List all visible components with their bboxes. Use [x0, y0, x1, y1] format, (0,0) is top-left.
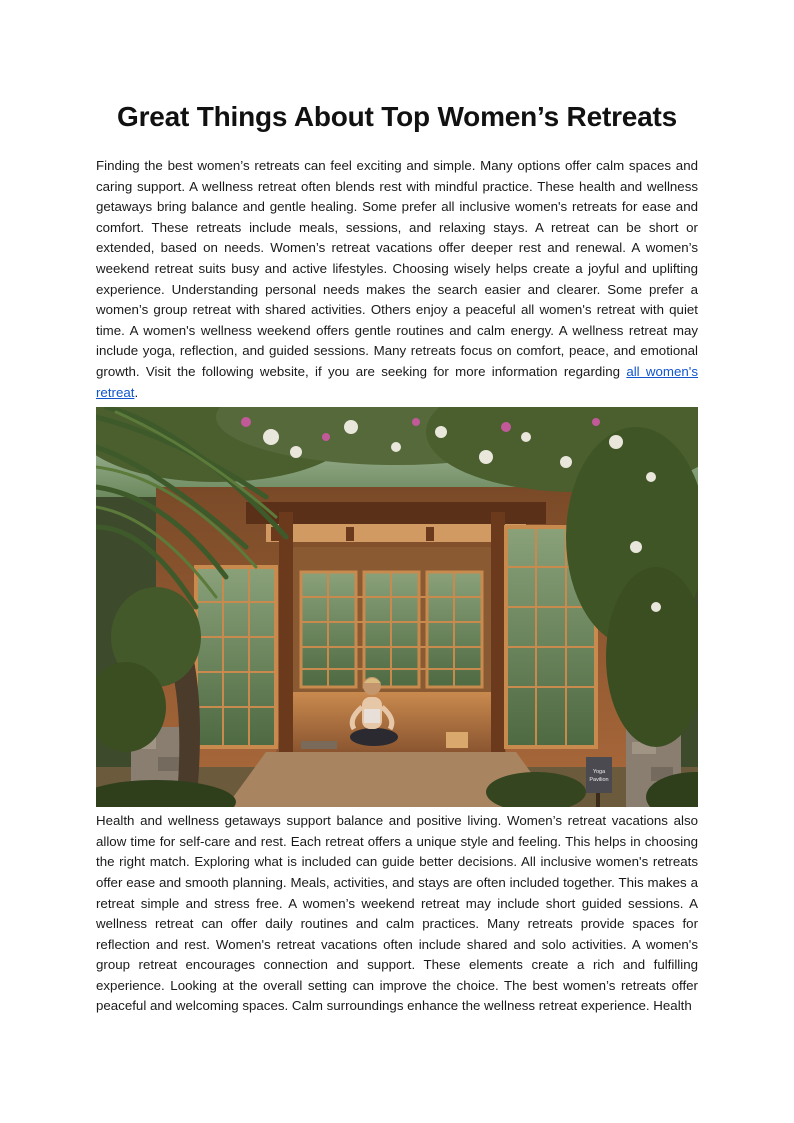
intro-paragraph: [96, 156, 698, 403]
document-page: [96, 0, 698, 1017]
page-title: Great Things About Top Women’s Retreats: [116, 101, 678, 132]
yoga-pavilion-sign: Yoga: [592, 769, 606, 776]
intro-paragraph-text: Finding the best women’s retreats can feel exciting and simple. Many options offer calm spaces and caring support. A wellness retreat often blends rest with mindful practice. These health and wellness getaways bring balance and gentle healing. Some prefer all inclusive women's retreats for ease and comfort. These retreats include meals, sessions, and relaxing stays. A retreat can be short or extended, based on needs. Women’s retreat vacations offer deeper rest and renewal. A women’s weekend retreat suits busy and active lifestyles. Choosing wisely helps create a joyful and uplifting experience. Understanding personal needs makes the search easier and clearer. Some prefer a women’s group retreat with shared activities. Others enjoy a peaceful all women's retreat with quiet time. A women's wellness weekend offers gentle routines and calm energy. A wellness retreat may include yoga, reflection, and guided sessions. Many retreats focus on comfort, peace, and emotional growth. Visit the following website, if you are seeking for more information regarding: [96, 158, 698, 379]
svg-text:Pavilion: Pavilion: [589, 777, 609, 784]
intro-paragraph-end: .: [134, 384, 139, 400]
all-womens-retreat-link[interactable]: all women's retreat: [96, 363, 698, 400]
body-paragraph: Health and wellness getaways support balance and positive living. Women’s retreat vacations also allow time for self-care and rest. Each retreat offers a unique style and feeling. This helps in choosing the right match. Exploring what is included can guide better decisions. All inclusive women's retreats offer ease and smooth planning. Meals, activities, and stays are often included together. This makes a retreat simple and stress free. A women’s weekend retreat may include short guided sessions. A wellness retreat can offer daily routines and calm practices. Many retreats provide spaces for reflection and rest. Women's retreat vacations often include shared and solo activities. A women's group retreat encourages connection and support. These elements create a rich and fulfilling experience. Looking at the overall setting can improve the choice. The best women’s retreats offer peaceful and welcoming spaces. Calm surroundings enhance the wellness retreat experience. Health: [96, 813, 698, 1014]
yoga-pavilion-photo: [96, 407, 698, 807]
